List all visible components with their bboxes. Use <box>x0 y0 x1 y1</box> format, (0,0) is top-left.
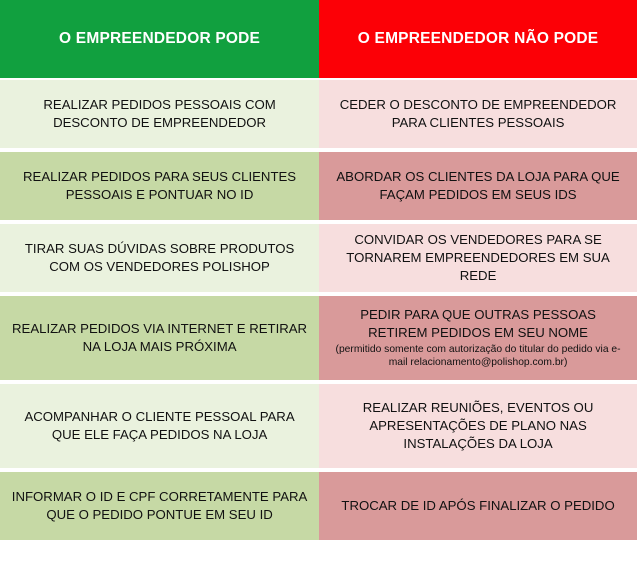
can-cell <box>0 382 319 470</box>
cannot-cell <box>319 470 637 542</box>
table-row <box>0 382 637 470</box>
cannot-cell-text: PEDIR PARA QUE OUTRAS PESSOAS RETIREM PEDIDOS EM SEU NOME <box>360 306 596 340</box>
header-cell-cannot: O EMPREENDEDOR NÃO PODE <box>319 0 637 78</box>
can-cell <box>0 150 319 222</box>
cannot-cell <box>319 222 637 294</box>
can-cell <box>0 470 319 542</box>
cannot-cell-note: (permitido somente com autorização do titular do pedido via e-mail relacionamento@polishop.com.br) <box>335 344 621 369</box>
cannot-cell <box>319 78 637 150</box>
table-row <box>0 470 637 542</box>
cannot-cell-text: CEDER O DESCONTO DE EMPREENDEDOR PARA CLIENTES PESSOAIS <box>339 97 617 130</box>
table-row <box>0 294 637 382</box>
cannot-cell-text: REALIZAR REUNIÕES, EVENTOS OU APRESENTAÇÕES DE PLANO NAS INSTALAÇÕES DA LOJA <box>362 400 594 451</box>
cannot-cell-text: ABORDAR OS CLIENTES DA LOJA PARA QUE FAÇAM PEDIDOS EM SEUS IDS <box>336 169 620 202</box>
can-cell <box>0 222 319 294</box>
can-cell-text: REALIZAR PEDIDOS PESSOAIS COM DESCONTO DE EMPREENDEDOR <box>43 97 276 130</box>
table-row <box>0 78 637 150</box>
cannot-cell <box>319 294 637 382</box>
can-cell <box>0 294 319 382</box>
table-row <box>0 222 637 294</box>
cannot-cell-text: TROCAR DE ID APÓS FINALIZAR O PEDIDO <box>341 498 615 514</box>
can-cell-text: REALIZAR PEDIDOS VIA INTERNET E RETIRAR NA LOJA MAIS PRÓXIMA <box>12 321 308 354</box>
can-cell-text: REALIZAR PEDIDOS PARA SEUS CLIENTES PESSOAIS E PONTUAR NO ID <box>23 169 297 202</box>
table-row <box>0 150 637 222</box>
table-header-row <box>0 0 637 78</box>
can-cell <box>0 78 319 150</box>
cannot-cell <box>319 382 637 470</box>
can-cell-text: INFORMAR O ID E CPF CORRETAMENTE PARA QUE O PEDIDO PONTUE EM SEU ID <box>11 489 308 522</box>
can-cell-text: ACOMPANHAR O CLIENTE PESSOAL PARA QUE ELE FAÇA PEDIDOS NA LOJA <box>24 409 295 442</box>
can-cell-text: TIRAR SUAS DÚVIDAS SOBRE PRODUTOS COM OS VENDEDORES POLISHOP <box>24 241 295 274</box>
cannot-cell-text: CONVIDAR OS VENDEDORES PARA SE TORNAREM EMPREENDEDORES EM SUA REDE <box>346 232 610 283</box>
cannot-cell <box>319 150 637 222</box>
header-cell-can: O EMPREENDEDOR PODE <box>0 0 319 78</box>
